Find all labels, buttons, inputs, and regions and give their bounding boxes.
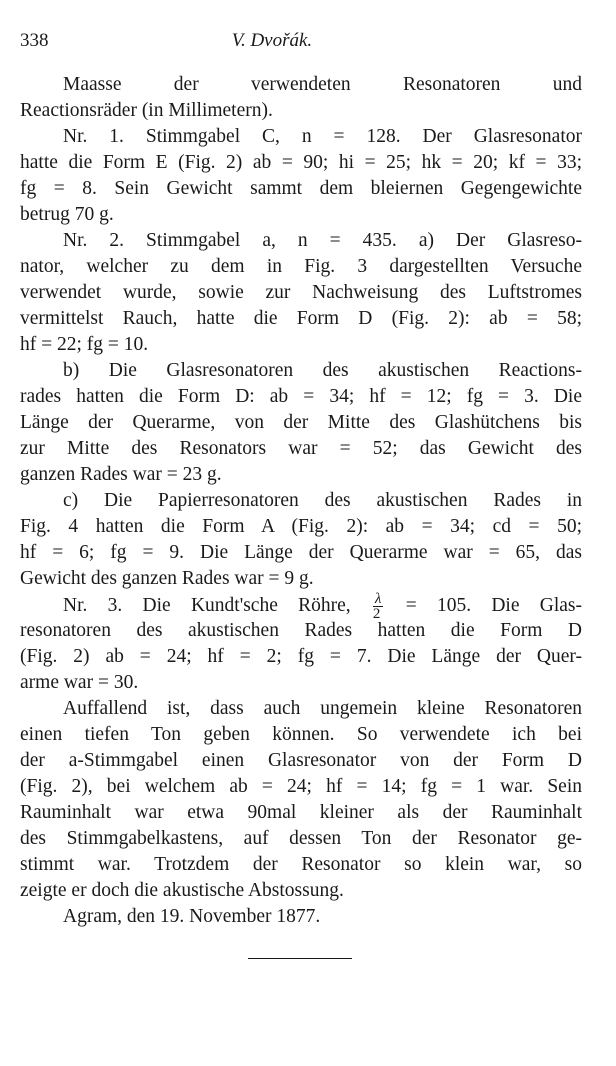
body-text <box>20 72 582 930</box>
text-line: zur Mitte des Resonators war = 52; das Gewicht des <box>20 438 582 459</box>
text-line: (Fig. 2) ab = 24; hf = 2; fg = 7. Die Länge der Quer- <box>20 646 582 667</box>
fraction-denominator: 2 <box>372 606 381 618</box>
text-line: Nr. 2. Stimmgabel a, n = 435. a) Der Glasreso- <box>63 230 582 251</box>
text-line: verwendet wurde, sowie zur Nachweisung des Luftstromes <box>20 282 582 303</box>
text-line: rades hatten die Form D: ab = 34; hf = 12; fg = 3. Die <box>20 386 582 407</box>
text-line: Rauminhalt war etwa 90mal kleiner als der Rauminhalt <box>20 802 582 823</box>
text-line: Reactionsräder (in Millimetern). <box>20 100 273 121</box>
text-line: nator, welcher zu dem in Fig. 3 dargestellten Versuche <box>20 256 582 277</box>
text-line: Maasse der verwendeten Resonatoren und <box>63 74 582 95</box>
text-line: resonatoren des akustischen Rades hatten die Form D <box>20 620 582 641</box>
text-line: hatte die Form E (Fig. 2) ab = 90; hi = 25; hk = 20; kf = 33; <box>20 152 582 173</box>
text-line: der a-Stimmgabel einen Glasresonator von der Form D <box>20 750 582 771</box>
text-line: b) Die Glasresonatoren des akustischen Reactions- <box>63 360 582 381</box>
lambda-half-fraction <box>373 592 384 618</box>
text-line: c) Die Papierresonatoren des akustischen Rades in <box>63 490 582 511</box>
text-line: Auffallend ist, dass auch ungemein kleine Resonatoren <box>63 698 582 719</box>
text-line: vermittelst Rauch, hatte die Form D (Fig. 2): ab = 58; <box>20 308 582 329</box>
text-line: einen tiefen Ton geben können. So verwendete ich bei <box>20 724 582 745</box>
text-line: hf = 6; fg = 9. Die Länge der Querarme war = 65, das <box>20 542 582 563</box>
text-line: betrug 70 g. <box>20 204 114 225</box>
text-line: stimmt war. Trotzdem der Resonator so klein war, so <box>20 854 582 875</box>
text-block-measurements <box>20 72 582 592</box>
text-line: hf = 22; fg = 10. <box>20 334 149 355</box>
text-line: des Stimmgabelkastens, auf dessen Ton der Resonator ge- <box>20 828 582 849</box>
text-line: Länge der Querarme, von der Mitte des Glashütchens bis <box>20 412 582 433</box>
text-line: Agram, den 19. November 1877. <box>63 906 321 927</box>
running-head: V. Dvořák. <box>231 30 313 51</box>
kundt-text-before: Nr. 3. Die Kundt'sche Röhre, <box>63 594 351 616</box>
text-line: Fig. 4 hatten die Form A (Fig. 2): ab = 34; cd = 50; <box>20 516 582 537</box>
text-line: Gewicht des ganzen Rades war = 9 g. <box>20 568 314 589</box>
kundt-text-after: = 105. Die Glas- <box>405 594 582 616</box>
text-line: Nr. 1. Stimmgabel C, n = 128. Der Glasresonator <box>63 126 582 147</box>
text-line-kundt <box>20 592 582 618</box>
text-line: arme war = 30. <box>20 672 139 693</box>
text-block-conclusion <box>20 618 582 930</box>
text-line: ganzen Rades war = 23 g. <box>20 464 222 485</box>
text-line: zeigte er doch die akustische Abstossung. <box>20 880 344 901</box>
text-line: (Fig. 2), bei welchem ab = 24; hf = 14; fg = 1 war. Sein <box>20 776 582 797</box>
page-number: 338 <box>20 30 49 51</box>
end-rule <box>248 958 352 959</box>
page-header <box>20 30 584 56</box>
fraction-numerator: λ <box>374 592 382 607</box>
text-line: fg = 8. Sein Gewicht sammt dem bleiernen Gegengewichte <box>20 178 582 199</box>
